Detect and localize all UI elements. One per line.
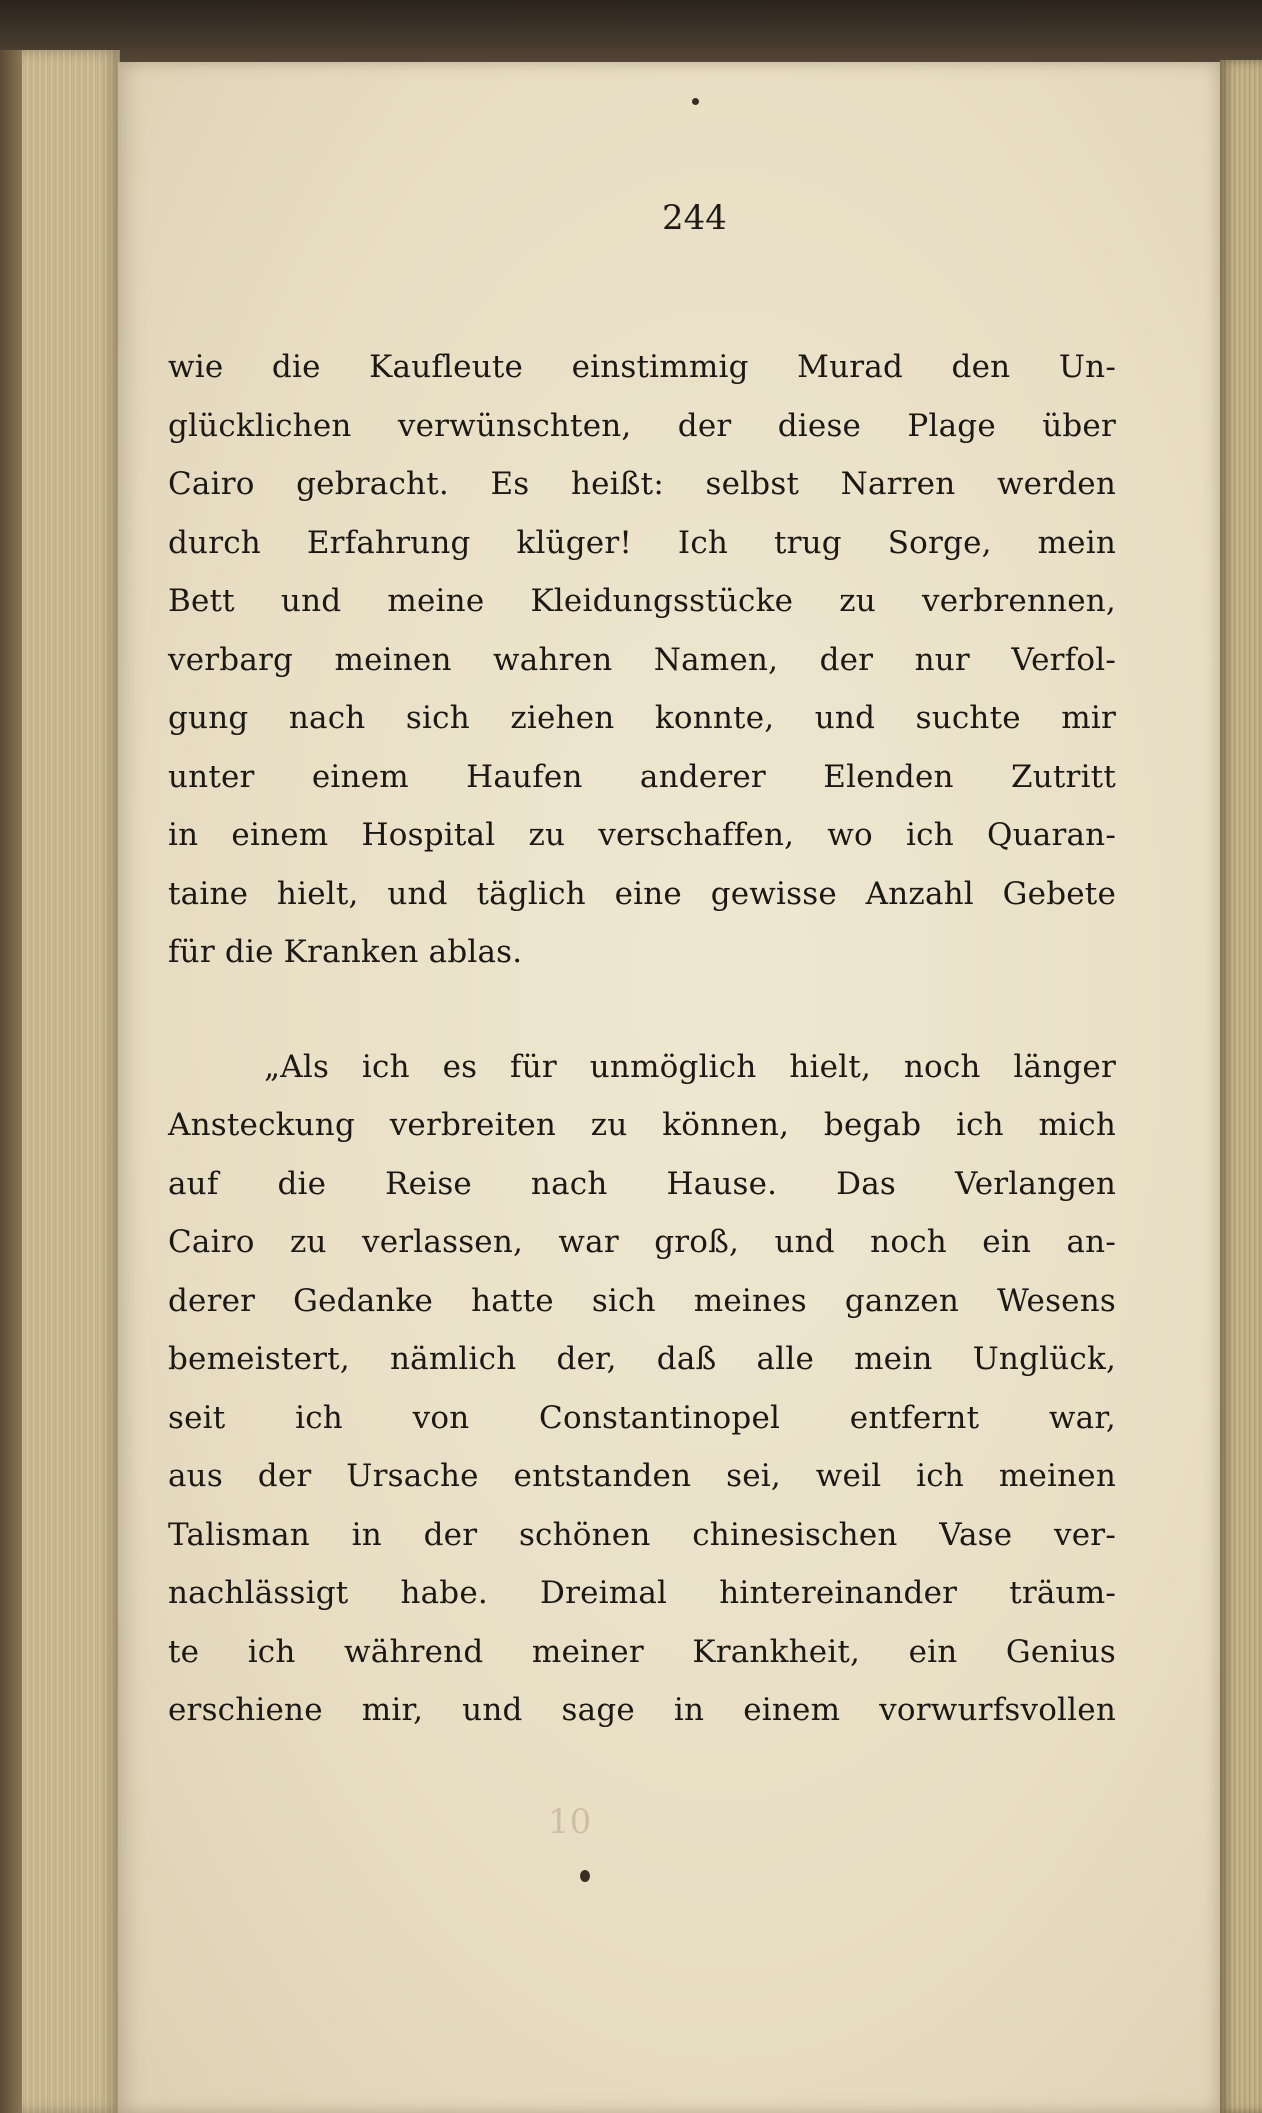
- text-line: gung nach sich ziehen konnte, und suchte mir: [168, 700, 1116, 736]
- body-text: [168, 338, 1116, 1740]
- text-line: taine hielt, und täglich eine gewisse Anzahl Gebete: [168, 875, 1116, 912]
- paragraph: [168, 1038, 1116, 1740]
- book-spine: [0, 50, 22, 2113]
- text-line: glücklichen verwünschten, der diese Plage über: [168, 407, 1116, 444]
- page-number: 244: [662, 198, 727, 238]
- text-line: Bett und meine Kleidungsstücke zu verbrennen,: [168, 583, 1116, 619]
- text-line: durch Erfahrung klüger! Ich trug Sorge, mein: [168, 524, 1116, 561]
- paragraph: [168, 338, 1116, 982]
- text-line: aus der Ursache entstanden sei, weil ich meinen: [168, 1458, 1116, 1494]
- text-line: wie die Kaufleute einstimmig Murad den Un-: [168, 349, 1116, 385]
- right-page-edges: [1220, 60, 1262, 2113]
- text-line: Cairo gebracht. Es heißt: selbst Narren werden: [168, 466, 1116, 502]
- ink-spot: [580, 1870, 590, 1882]
- text-line: unter einem Haufen anderer Elenden Zutritt: [168, 758, 1116, 795]
- text-line: nachlässigt habe. Dreimal hintereinander träum-: [168, 1575, 1116, 1611]
- text-line: bemeistert, nämlich der, daß alle mein Unglück,: [168, 1341, 1116, 1377]
- text-line: te ich während meiner Krankheit, ein Genius: [168, 1633, 1116, 1670]
- text-line: „Als ich es für unmöglich hielt, noch länger: [264, 1048, 1116, 1085]
- text-line: Cairo zu verlassen, war groß, und noch ein an-: [168, 1224, 1116, 1260]
- text-line: in einem Hospital zu verschaffen, wo ich Quaran-: [168, 817, 1116, 853]
- text-line: für die Kranken ablas.: [168, 934, 523, 970]
- text-line: verbarg meinen wahren Namen, der nur Verfol-: [168, 641, 1116, 678]
- text-line: Ansteckung verbreiten zu können, begab ich mich: [168, 1107, 1116, 1143]
- ink-spot: [692, 98, 699, 105]
- text-line: derer Gedanke hatte sich meines ganzen Wesens: [168, 1282, 1116, 1319]
- paragraph-gap: [168, 982, 1116, 1038]
- text-line: erschiene mir, und sage in einem vorwurfsvollen: [168, 1692, 1116, 1728]
- faint-signature-mark: 10: [548, 1802, 592, 1842]
- text-line: Talisman in der schönen chinesischen Vase ver-: [168, 1516, 1116, 1553]
- text-line: seit ich von Constantinopel entfernt war,: [168, 1399, 1116, 1436]
- text-line: auf die Reise nach Hause. Das Verlangen: [168, 1165, 1116, 1202]
